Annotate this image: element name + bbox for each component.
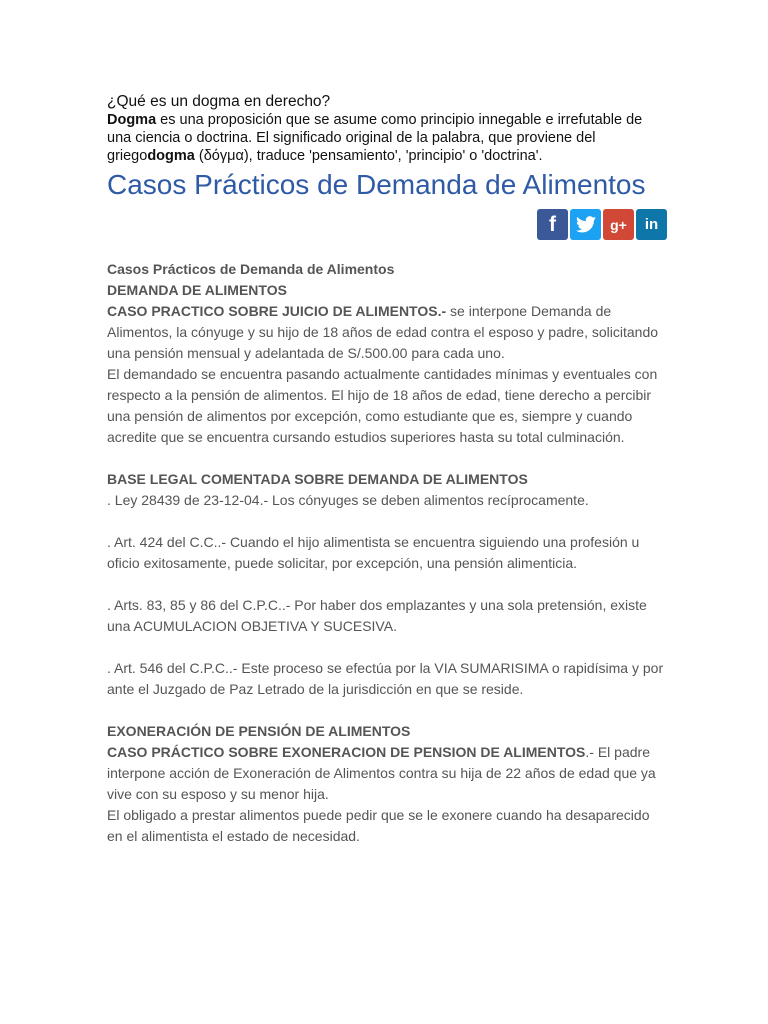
share-buttons bbox=[107, 209, 667, 242]
case2-text: .- El padre interpone acción de Exoneración de Alimentos contra su hija de 22 años de edad que ya vive con su esposo y su menor hija. bbox=[107, 744, 656, 802]
article-subtitle: Casos Prácticos de Demanda de Alimentos bbox=[107, 261, 395, 277]
section-heading-base-legal: BASE LEGAL COMENTADA SOBRE DEMANDA DE ALIMENTOS bbox=[107, 471, 528, 487]
case2-heading: CASO PRÁCTICO SOBRE EXONERACION DE PENSION DE ALIMENTOS bbox=[107, 744, 586, 760]
intro-text-1: es una proposición que se asume como principio innegable e irrefutable de una ciencia o doctrina. El significado original de la palabra, que proviene del griego bbox=[107, 112, 643, 164]
google-plus-share-button[interactable] bbox=[603, 209, 634, 240]
intro-term-2: dogma bbox=[147, 148, 195, 164]
twitter-icon bbox=[576, 216, 596, 233]
case2-paragraph bbox=[107, 742, 667, 805]
intro-paragraph bbox=[107, 111, 667, 165]
document-page bbox=[107, 92, 667, 847]
case2-paragraph-2: El obligado a prestar alimentos puede pedir que se le exonere cuando ha desaparecido en el alimentista el estado de necesidad. bbox=[107, 807, 650, 844]
question-heading: ¿Qué es un dogma en derecho? bbox=[107, 93, 331, 110]
google-plus-icon: g+ bbox=[610, 216, 627, 233]
case1-text: se interpone Demanda de Alimentos, la cónyuge y su hijo de 18 años de edad contra el esposo y padre, solicitando una pensión mensual y adelantada de S/.500.00 para cada uno. bbox=[107, 303, 659, 361]
facebook-share-button[interactable] bbox=[537, 209, 568, 240]
page-title: Casos Prácticos de Demanda de Alimentos bbox=[107, 169, 646, 200]
base-item-1: . Ley 28439 de 23-12-04.- Los cónyuges se deben alimentos recíprocamente. bbox=[107, 492, 589, 508]
intro-term: Dogma bbox=[107, 112, 157, 128]
case1-paragraph bbox=[107, 301, 667, 364]
linkedin-icon: in bbox=[644, 216, 659, 233]
article-body bbox=[107, 259, 667, 847]
linkedin-share-button[interactable] bbox=[636, 209, 667, 240]
section-heading-demanda: DEMANDA DE ALIMENTOS bbox=[107, 282, 287, 298]
facebook-icon: f bbox=[549, 212, 556, 236]
twitter-share-button[interactable] bbox=[570, 209, 601, 240]
intro-text-2: (δόγμα), traduce 'pensamiento', 'principio' o 'doctrina'. bbox=[194, 148, 543, 164]
case1-paragraph-2: El demandado se encuentra pasando actualmente cantidades mínimas y eventuales con respecto a la pensión de alimentos. El hijo de 18 años de edad, tiene derecho a percibir una pensión de alimentos por excepción, como estudiante que es, siempre y cuando acredite que se encuentra cursando estudios superiores hasta su total culminación. bbox=[107, 366, 658, 445]
case1-heading: CASO PRACTICO SOBRE JUICIO DE ALIMENTOS.- bbox=[107, 303, 447, 319]
base-item-2: . Art. 424 del C.C..- Cuando el hijo alimentista se encuentra siguiendo una profesión u oficio exitosamente, puede solicitar, por excepción, una pensión alimenticia. bbox=[107, 534, 640, 571]
base-item-3: . Arts. 83, 85 y 86 del C.P.C..- Por haber dos emplazantes y una sola pretensión, existe una ACUMULACION OBJETIVA Y SUCESIVA. bbox=[107, 597, 647, 634]
base-item-4: . Art. 546 del C.P.C..- Este proceso se efectúa por la VIA SUMARISIMA o rapidísima y por ante el Juzgado de Paz Letrado de la jurisdicción en que se reside. bbox=[107, 660, 664, 697]
section-heading-exoneracion: EXONERACIÓN DE PENSIÓN DE ALIMENTOS bbox=[107, 723, 411, 739]
